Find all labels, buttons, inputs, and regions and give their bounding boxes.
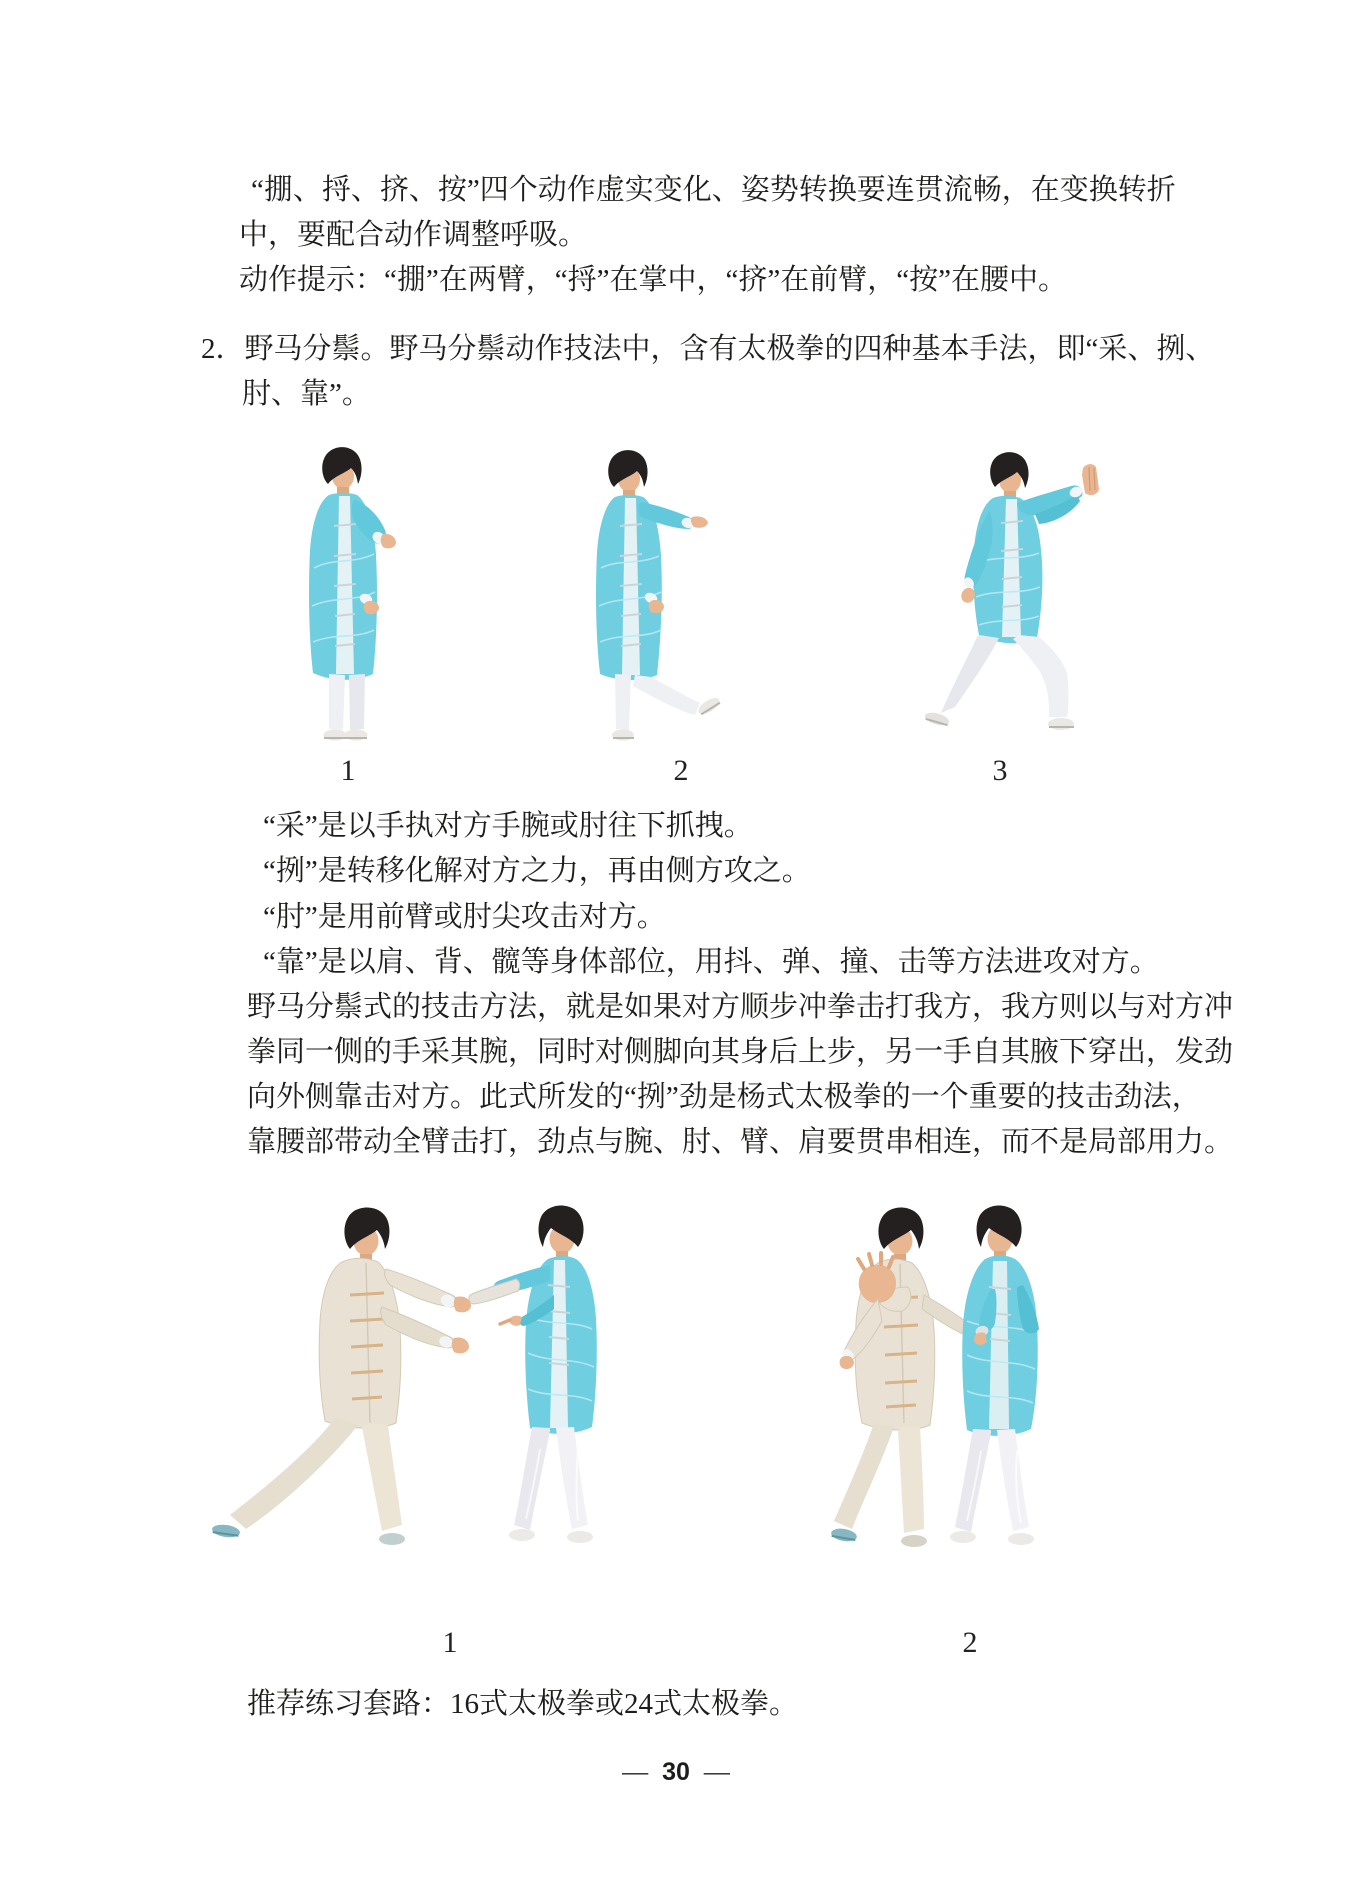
- application-line-4: 靠腰部带动全臂击打，劲点与腕、肘、臂、肩要贯串相连，而不是局部用力。: [247, 1126, 1234, 1158]
- photo-parting-mane-pose-1: [284, 446, 400, 745]
- section-line-1: 野马分鬃。野马分鬃动作技法中，含有太极拳的四种基本手法，即“采、挒、: [244, 333, 1215, 365]
- application-line-1: 野马分鬃式的技击方法，就是如果对方顺步冲拳击打我方，我方则以与对方冲: [247, 991, 1234, 1023]
- figure-row2-caption-2: 2: [962, 1626, 978, 1659]
- application-line-3: 向外侧靠击对方。此式所发的“挒”劲是杨式太极拳的一个重要的技击劲法，: [247, 1081, 1201, 1113]
- section-line-2: 肘、靠”。: [242, 378, 371, 410]
- footer-right-dash: —: [703, 1757, 730, 1786]
- definition-cai: “采”是以手执对方手腕或肘往下抓拽。: [263, 810, 753, 842]
- page-footer: [622, 1759, 730, 1785]
- definition-zhou: “肘”是用前臂或肘尖攻击对方。: [263, 901, 666, 933]
- figure-row1-caption-3: 3: [992, 754, 1008, 787]
- definition-lie: “挒”是转移化解对方之力，再由侧方攻之。: [263, 855, 811, 887]
- footer-left-dash: —: [622, 1757, 649, 1786]
- photo-application-phase-2: [808, 1199, 1141, 1585]
- photo-parting-mane-pose-2: [577, 448, 747, 745]
- figure-row1-caption-1: 1: [340, 754, 356, 787]
- page-number: 30: [662, 1758, 690, 1786]
- figure-row2-caption-1: 1: [442, 1626, 458, 1659]
- section-item-2: [201, 329, 1214, 369]
- intro-line-2: 中，要配合动作调整呼吸。: [239, 219, 588, 251]
- tip-line: 动作提示：“掤”在两臂，“捋”在掌中，“挤”在前臂，“按”在腰中。: [239, 264, 1067, 296]
- definition-kao: “靠”是以肩、背、髋等身体部位，用抖、弹、撞、击等方法进攻对方。: [263, 946, 1159, 978]
- recommendation-line: 推荐练习套路：16式太极拳或24式太极拳。: [247, 1688, 799, 1720]
- application-line-2: 拳同一侧的手采其腕，同时对侧脚向其身后上步，另一手自其腋下穿出，发劲: [247, 1036, 1234, 1068]
- section-number: 2．: [201, 333, 245, 365]
- photo-application-phase-1: [190, 1199, 620, 1585]
- intro-line-1: “掤、捋、挤、按”四个动作虚实变化、姿势转换要连贯流畅，在变换转折: [251, 174, 1176, 206]
- photo-parting-mane-pose-3: [913, 451, 1141, 744]
- figure-row1-caption-2: 2: [673, 754, 689, 787]
